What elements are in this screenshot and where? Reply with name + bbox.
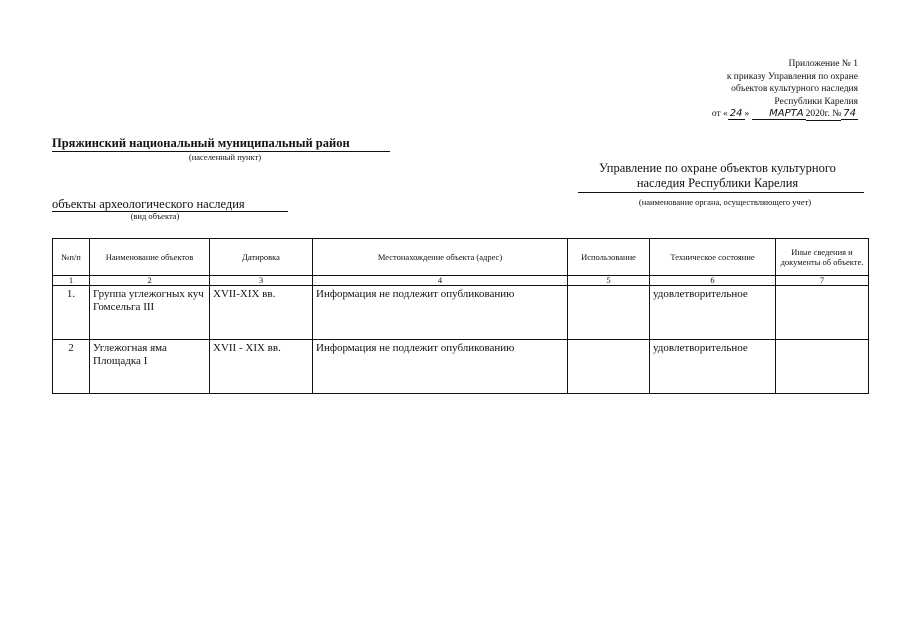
object-location: Информация не подлежит опубликованию (313, 286, 568, 340)
order-prefix: от « (711, 109, 728, 119)
appendix-block (640, 58, 858, 121)
appendix-title: Приложение № 1 (788, 59, 858, 69)
appendix-line-4: Республики Карелия (774, 96, 858, 107)
object-usage (568, 340, 650, 394)
object-kind: объекты археологического наследия (52, 197, 245, 211)
column-number: 6 (650, 276, 776, 286)
header-name: Наименование объектов (90, 239, 210, 276)
object-dating: XVII - XIX вв. (210, 340, 313, 394)
column-number: 7 (776, 276, 869, 286)
column-number: 1 (53, 276, 90, 286)
order-number: 74 (843, 108, 856, 119)
authority-line-1: Управление по охране объектов культурного (599, 161, 836, 175)
header-other: Иные сведения и документы об объекте. (776, 239, 869, 276)
object-kind-caption: (вид объекта) (130, 211, 180, 221)
column-number: 4 (313, 276, 568, 286)
appendix-line-3: объектов культурного наследия (731, 84, 858, 94)
row-number: 2 (53, 340, 90, 394)
header-usage: Использование (568, 239, 650, 276)
column-number: 3 (210, 276, 313, 286)
object-usage (568, 286, 650, 340)
header-dating: Датировка (210, 239, 313, 276)
header-num: №п/п (53, 239, 90, 276)
order-mid: » (744, 109, 752, 119)
order-year: 2020г. № (805, 109, 842, 119)
appendix-line-2: к приказу Управления по охране (726, 71, 858, 82)
district-name: Пряжинский национальный муниципальный район (52, 136, 350, 150)
object-condition: удовлетворительное (650, 340, 776, 394)
object-dating: XVII-XIX вв. (210, 286, 313, 340)
authority-underline (578, 192, 864, 193)
header-location: Местонахождение объекта (адрес) (313, 239, 568, 276)
object-name: Группа углежогных куч Гомсельга III (90, 286, 210, 340)
district-caption: (населенный пункт) (188, 152, 262, 162)
table-header-row (53, 239, 869, 276)
order-line (640, 108, 858, 121)
order-day: 24 (729, 108, 743, 119)
header-condition: Техническое состояние (650, 239, 776, 276)
order-month: МАРТА (752, 108, 806, 120)
column-number: 5 (568, 276, 650, 286)
table-row (53, 340, 869, 394)
column-number-row (53, 276, 869, 286)
object-condition: удовлетворительное (650, 286, 776, 340)
column-number: 2 (90, 276, 210, 286)
authority-line-2: наследия Республики Карелия (636, 176, 799, 190)
object-name: Углежогная яма Площадка I (90, 340, 210, 394)
table-row (53, 286, 869, 340)
object-location: Информация не подлежит опубликованию (313, 340, 568, 394)
register-table (52, 238, 869, 394)
object-other (776, 286, 869, 340)
authority-name (570, 161, 865, 191)
object-other (776, 340, 869, 394)
authority-caption: (наименование органа, осуществляющего учет) (638, 197, 812, 207)
row-number: 1. (53, 286, 90, 340)
